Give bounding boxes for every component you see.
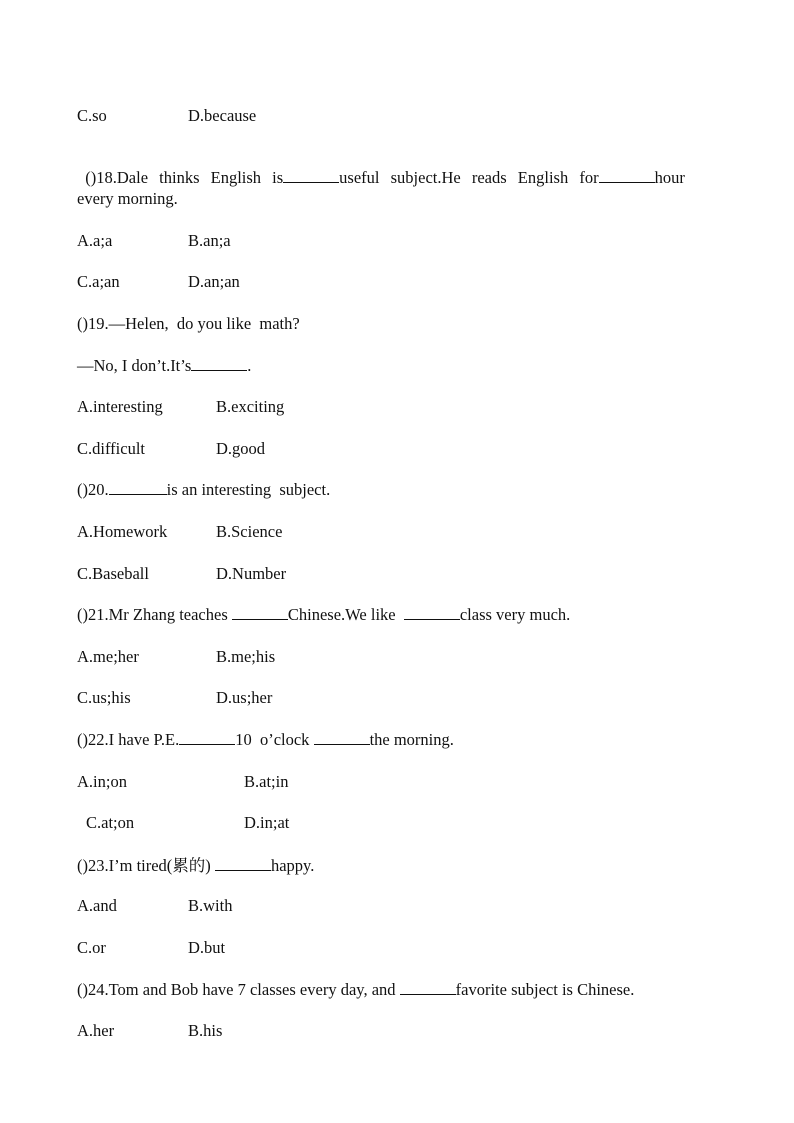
- q21-blank-1: [232, 605, 288, 620]
- q20-option-a: A.Homework: [77, 522, 168, 541]
- q19-stem: [77, 314, 300, 334]
- q24-blank: [400, 980, 456, 995]
- q22-text-3: the morning.: [369, 730, 454, 749]
- q19-reply-end: .: [247, 356, 252, 375]
- q20-text: is an interesting subject.: [166, 480, 331, 499]
- q21-number: ()21.: [77, 605, 109, 624]
- q18-option-a: A.a;a: [77, 231, 113, 250]
- q23-text-2: happy.: [270, 856, 315, 875]
- q20-blank: [109, 480, 167, 495]
- q22-option-c: C.at;on: [86, 813, 135, 832]
- q22-option-d: D.in;at: [244, 813, 290, 832]
- q22-blank-2: [314, 730, 370, 745]
- q20-option-b: B.Science: [216, 522, 283, 541]
- q19-option-b: B.exciting: [216, 397, 285, 416]
- q21-option-b: B.me;his: [216, 647, 276, 666]
- q23-stem: [77, 856, 314, 876]
- q19-option-d: D.good: [216, 439, 266, 458]
- q23-blank: [215, 856, 271, 871]
- q18-stem: [77, 148, 718, 188]
- q18-option-b: B.an;a: [188, 231, 231, 250]
- q20-option-d: D.Number: [216, 564, 287, 583]
- q22-option-b: B.at;in: [244, 772, 289, 791]
- q21-option-d: D.us;her: [216, 688, 273, 707]
- q21-text-3: class very much.: [459, 605, 571, 624]
- q23-option-d: D.but: [188, 938, 226, 957]
- q22-text-2: 10 o’clock: [235, 730, 314, 749]
- q24-number: ()24.: [77, 980, 109, 999]
- q23-option-b: B.with: [188, 896, 233, 915]
- q18-number: ()18.: [85, 168, 117, 187]
- q20-stem: [77, 480, 330, 500]
- q18-blank-2: [599, 168, 655, 183]
- q22-number: ()22.: [77, 730, 109, 749]
- q17-option-c: C.so: [77, 106, 107, 125]
- q21-option-a: A.me;her: [77, 647, 139, 666]
- q18-text-2: useful subject.He reads English for: [339, 168, 599, 187]
- q24-stem: [77, 980, 634, 1000]
- q19-reply-text: —No, I don’t.It’s: [77, 356, 192, 375]
- q24-option-b: B.his: [188, 1021, 223, 1040]
- q21-text-2: Chinese.We like: [287, 605, 404, 624]
- q18-blank-1: [283, 168, 339, 183]
- q20-number: ()20.: [77, 480, 109, 499]
- q21-blank-2: [404, 605, 460, 620]
- q22-option-a: A.in;on: [77, 772, 127, 791]
- q18-text-3: hour: [654, 168, 685, 187]
- q23-option-a: A.and: [77, 896, 117, 915]
- q21-stem: [77, 605, 570, 625]
- q19-blank: [191, 356, 247, 371]
- q18-option-c: C.a;an: [77, 272, 120, 291]
- q24-option-a: A.her: [77, 1021, 115, 1040]
- q22-stem: [77, 730, 454, 750]
- q18-text-1: Dale thinks English is: [116, 168, 284, 187]
- q22-blank-1: [179, 730, 235, 745]
- q23-option-c: C.or: [77, 938, 106, 957]
- q20-option-c: C.Baseball: [77, 564, 149, 583]
- q19-option-c: C.difficult: [77, 439, 145, 458]
- q23-number: ()23.: [77, 856, 109, 875]
- q18-stem-continued: every morning.: [77, 189, 178, 208]
- q22-text-1: I have P.E.: [108, 730, 180, 749]
- q19-text: —Helen, do you like math?: [108, 314, 300, 333]
- q21-option-c: C.us;his: [77, 688, 131, 707]
- q18-option-d: D.an;an: [188, 272, 240, 291]
- q23-text-1: I’m tired(累的): [108, 856, 215, 875]
- q19-option-a: A.interesting: [77, 397, 163, 416]
- q24-text-2: favorite subject is Chinese.: [455, 980, 635, 999]
- q24-text-1: Tom and Bob have 7 classes every day, and: [108, 980, 400, 999]
- q19-number: ()19.: [77, 314, 109, 333]
- q21-text-1: Mr Zhang teaches: [108, 605, 232, 624]
- q17-option-d: D.because: [188, 106, 257, 125]
- q19-reply: [77, 356, 251, 376]
